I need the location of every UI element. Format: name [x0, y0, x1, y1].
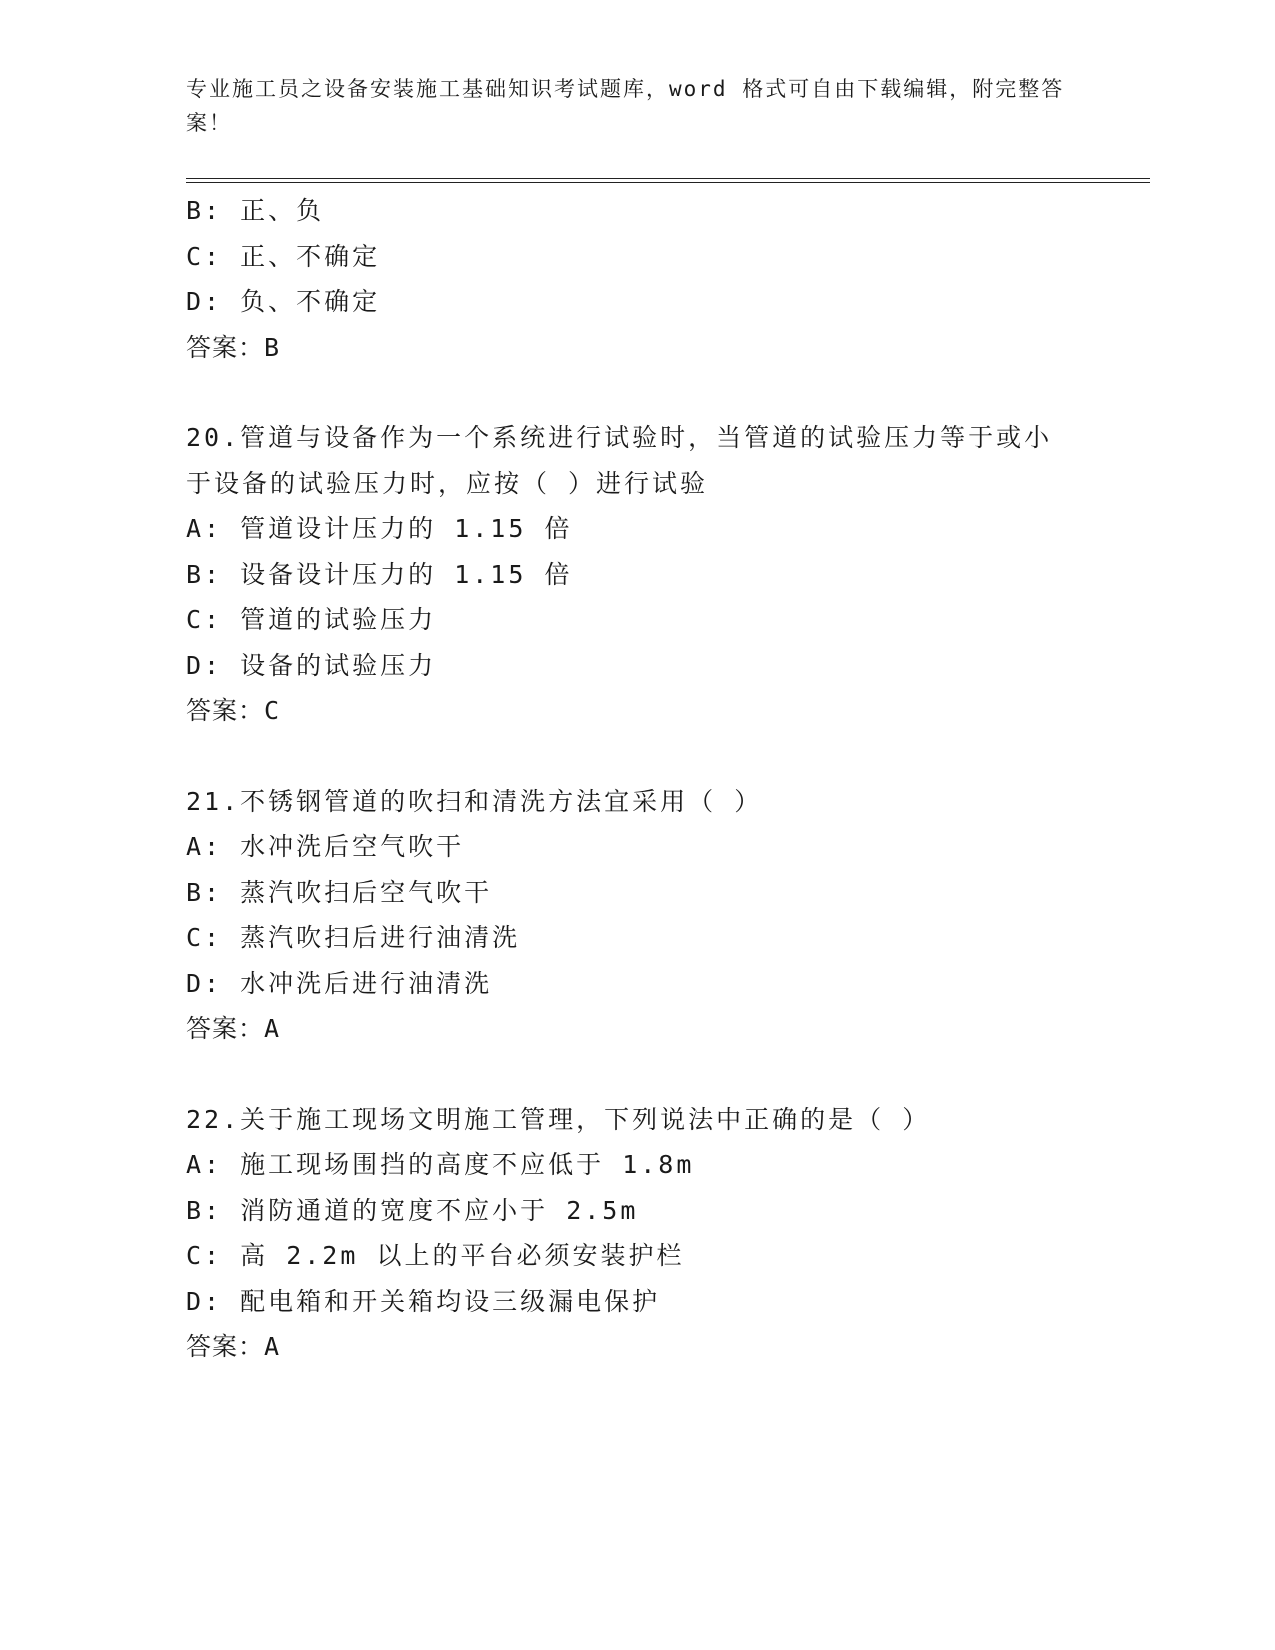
answer-value: C: [264, 696, 281, 725]
option-b: B: 消防通道的宽度不应小于 2.5m: [186, 1195, 639, 1225]
answer-line: [186, 325, 1146, 371]
option-c: C: 高 2.2m 以上的平台必须安装护栏: [186, 1241, 685, 1270]
option-c: C: 蒸汽吹扫后进行油清洗: [186, 923, 521, 952]
answer-label: 答案：: [186, 332, 265, 362]
question-text-line: 于设备的试验压力时，应按（ ）进行试验: [186, 468, 709, 498]
header-divider-bottom: [186, 182, 1150, 183]
header-divider-top: [186, 178, 1150, 179]
question-text-line: 21.不锈钢管道的吹扫和清洗方法宜采用（ ）: [186, 786, 763, 816]
option-b: B: 正、负: [186, 196, 325, 225]
answer-label: 答案：: [186, 1014, 265, 1043]
option-d: D: 配电箱和开关箱均设三级漏电保护: [186, 1286, 661, 1316]
answer-label: 答案：: [186, 1332, 265, 1361]
question-19-block: [186, 188, 1146, 370]
option-a: A: 管道设计压力的 1.15 倍: [186, 514, 573, 543]
question-content: [186, 188, 1146, 1370]
document-header: 专业施工员之设备安装施工基础知识考试题库，word 格式可自由下载编辑，附完整答案！: [186, 77, 1065, 135]
answer-value: A: [264, 1332, 281, 1361]
question-20-block: [186, 415, 1146, 734]
option-d: D: 设备的试验压力: [186, 650, 437, 680]
question-21-block: [186, 779, 1146, 1052]
answer-line: [186, 688, 1146, 734]
option-a: A: 水冲洗后空气吹干: [186, 832, 465, 861]
answer-value: B: [264, 332, 281, 362]
answer-line: [186, 1324, 1146, 1370]
spacer: [186, 370, 1146, 415]
option-a: A: 施工现场围挡的高度不应低于 1.8m: [186, 1150, 695, 1179]
option-d: D: 水冲洗后进行油清洗: [186, 968, 493, 998]
option-b: B: 设备设计压力的 1.15 倍: [186, 559, 573, 589]
spacer: [186, 734, 1146, 779]
question-22-block: [186, 1097, 1146, 1370]
answer-line: [186, 1006, 1146, 1052]
option-c: C: 管道的试验压力: [186, 605, 437, 634]
option-b: B: 蒸汽吹扫后空气吹干: [186, 877, 493, 907]
spacer: [186, 1052, 1146, 1097]
answer-label: 答案：: [186, 696, 265, 725]
option-c: C: 正、不确定: [186, 241, 381, 271]
answer-value: A: [264, 1014, 281, 1043]
option-d: D: 负、不确定: [186, 287, 381, 316]
question-text-line: 20.管道与设备作为一个系统进行试验时，当管道的试验压力等于或小: [186, 423, 1053, 452]
question-text-line: 22.关于施工现场文明施工管理，下列说法中正确的是（ ）: [186, 1104, 931, 1134]
